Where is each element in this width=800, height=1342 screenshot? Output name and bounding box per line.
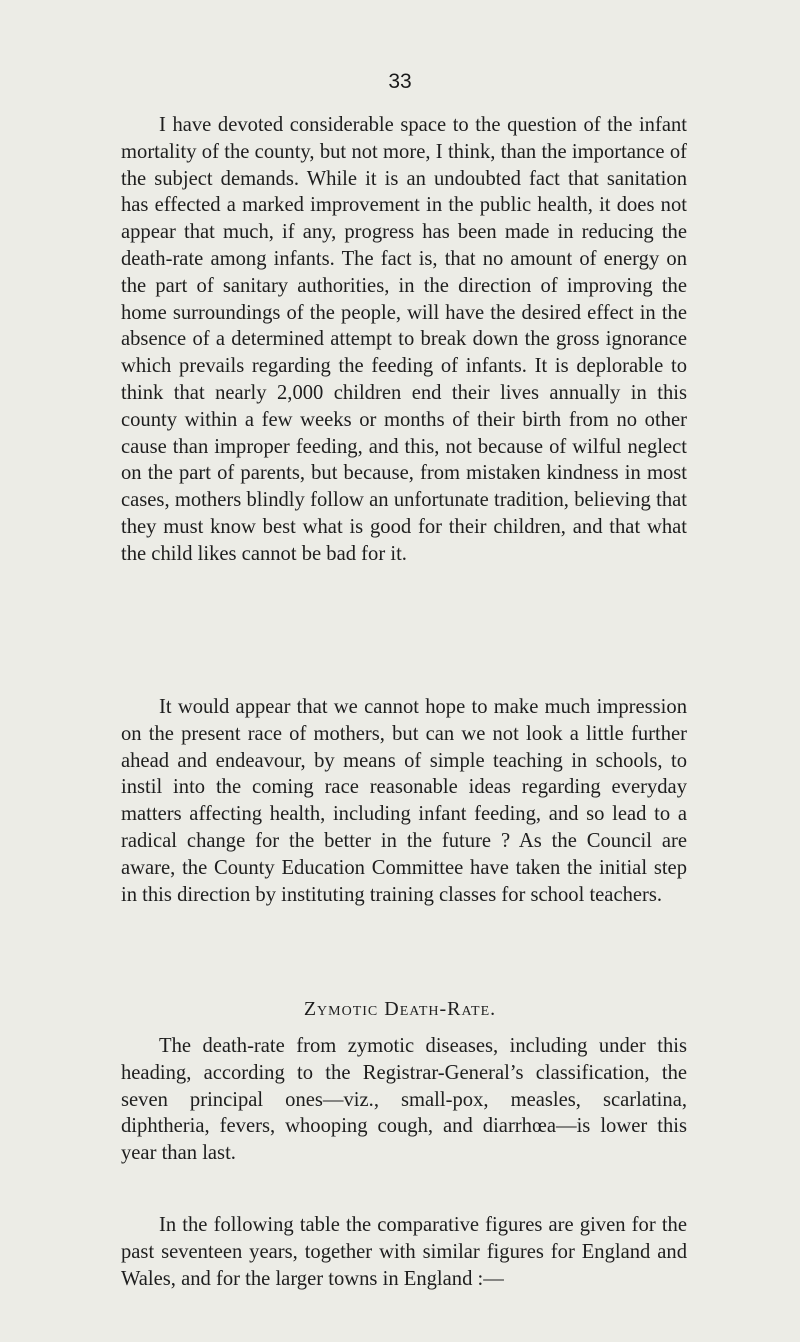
paragraph-text: The death-rate from zymotic diseases, including under this heading, according to the Registrar-General’s classification, the seven principal ones—viz., small-pox, measles, scarlatina, diphtheria, fevers, whooping cough, and diarrhœa—is lower this year than last. [121,1035,687,1165]
paragraph-text: I have devoted considerable space to the question of the infant mortality of the county, but not more, I think, than the importance of the subject demands. While it is an undoubted fact that sanitation has effected a marked improvement in the public health, it does not appear that much, if any, progress has been made in reducing the death-rate among infants. The fact is, that no amount of energy on the part of sanitary authorities, in the direction of improving the home surroundings of the people, will have the desired effect in the absence of a determined attempt to break down the gross ignorance which prevails regarding the feeding of infants. It is deplorable to think that nearly 2,000 children end their lives annually in this county within a few weeks or months of their birth from no other cause than improper feeding, and this, not because of wilful neglect on the part of parents, but because, from mistaken kindness in most cases, mothers blindly follow an unfortunate tradition, believing that they must know best what is good for their children, and that what the child likes cannot be bad for it. [121,114,687,565]
paragraph-text: In the following table the comparative figures are given for the past seventeen years, together with similar figures for England and Wales, and for the larger towns in England :— [121,1214,687,1290]
paragraph-school-teaching [121,694,687,908]
page-number: 33 [388,70,412,93]
paragraph-table-intro [121,1212,687,1292]
paragraph-infant-mortality [121,112,687,568]
paragraph-zymotic-death-rate [121,1033,687,1167]
section-heading: Zymotic Death-Rate. [303,998,497,1020]
paragraph-text: It would appear that we cannot hope to make much impression on the present race of mothers, but can we not look a little further ahead and endeavour, by means of simple teaching in schools, to instil into the coming race reasonable ideas regarding everyday matters affecting health, including infant feeding, and so lead to a radical change for the better in the future ? As the Council are aware, the County Education Committee have taken the initial step in this direction by instituting training classes for school teachers. [121,696,687,906]
